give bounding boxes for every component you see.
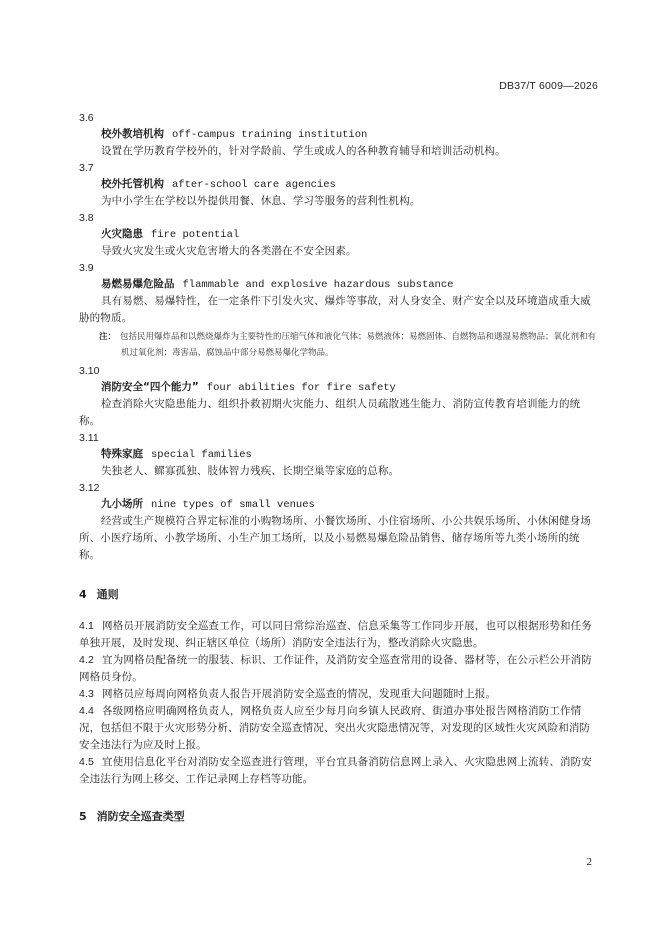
term-title-cn: 校外教培机构 xyxy=(101,128,164,140)
term-number: 3.12 xyxy=(79,482,100,494)
term-title xyxy=(79,276,599,293)
clause-text: 宜为网格员配备统一的服装、标识、工作证件，及消防安全巡查常用的设备、器材等，在公示栏公开消防网格员身份。 xyxy=(79,654,592,683)
clause-number: 4.4 xyxy=(79,705,95,717)
term-title-cn: 校外托管机构 xyxy=(101,178,164,190)
term-number: 3.6 xyxy=(79,112,94,124)
section-5-heading xyxy=(79,808,599,826)
section-number: 4 xyxy=(79,588,87,601)
clause-number: 4.1 xyxy=(79,620,95,632)
section-title: 消防安全巡查类型 xyxy=(96,810,185,823)
document-code: DB37/T 6009—2026 xyxy=(499,80,598,92)
term-3-6 xyxy=(79,110,599,160)
term-title-en: off-campus training institution xyxy=(172,129,368,141)
page-number: 2 xyxy=(586,856,592,868)
term-title xyxy=(79,126,599,143)
term-title-cn: 九小场所 xyxy=(101,498,143,510)
term-3-8 xyxy=(79,210,599,260)
term-3-7 xyxy=(79,160,599,210)
term-title xyxy=(79,176,599,193)
term-3-9 xyxy=(79,260,599,361)
clause-text: 各级网格应明确网格负责人，网格负责人应至少每月向乡镇人民政府、街道办事处报告网格消防工作情况，包括但不限于火灾形势分析、消防安全巡查情况、突出火灾隐患情况等，对发现的区域性火灾风险和消防安全违法行为应及时上报。 xyxy=(79,705,591,751)
term-number: 3.8 xyxy=(79,212,94,224)
term-title-cn: 消防安全“四个能力” xyxy=(101,381,199,393)
clause-number: 4.3 xyxy=(79,688,95,700)
term-title-en: nine types of small venues xyxy=(151,499,315,511)
clause-text: 宜使用信息化平台对消防安全巡查进行管理，平台宜具备消防信息网上录入、火灾隐患网上流转、消防安全违法行为网上移交、工作记录网上存档等功能。 xyxy=(79,756,592,785)
term-definition: 失独老人、鳏寡孤独、肢体智力残疾、长期空巢等家庭的总称。 xyxy=(101,465,400,477)
term-definition: 导致火灾发生或火灾危害增大的各类潜在不安全因素。 xyxy=(101,245,357,257)
clause-4-5 xyxy=(79,754,599,788)
term-number: 3.10 xyxy=(79,365,100,377)
term-title-cn: 火灾隐患 xyxy=(101,228,143,240)
term-title-cn: 易燃易爆危险品 xyxy=(101,278,175,290)
term-number: 3.9 xyxy=(79,262,94,274)
clause-number: 4.2 xyxy=(79,654,95,666)
note-label: 注： xyxy=(99,332,117,342)
clause-text: 网格员开展消防安全巡查工作，可以同日常综治巡查、信息采集等工作同步开展，也可以根据形势和任务单独开展，及时发现、纠正辖区单位（场所）消防安全违法行为，整改消除火灾隐患。 xyxy=(79,620,592,649)
clause-4-1 xyxy=(79,618,599,652)
term-title-en: after-school care agencies xyxy=(172,179,336,191)
term-definition: 具有易燃、易爆特性，在一定条件下引发火灾、爆炸等事故，对人身安全、财产安全以及环境造成重大威胁的物质。 xyxy=(79,295,591,324)
term-title-en: special families xyxy=(151,449,252,461)
term-definition: 为中小学生在学校以外提供用餐、休息、学习等服务的营利性机构。 xyxy=(101,195,421,207)
clause-4-2 xyxy=(79,652,599,686)
term-number: 3.11 xyxy=(79,432,99,444)
section-4-heading xyxy=(79,586,599,604)
term-note xyxy=(99,329,599,361)
term-definition: 经营或生产规模符合界定标准的小购物场所、小餐饮场所、小住宿场所、小公共娱乐场所、小休闲健身场所、小医疗场所、小教学场所、小生产加工场所，以及小易燃易爆危险品销售、储存场所等九类小场所的统称。 xyxy=(79,515,591,561)
clause-4-4 xyxy=(79,703,599,754)
term-title-en: four abilities for fire safety xyxy=(206,382,396,394)
section-number: 5 xyxy=(79,810,87,823)
clause-4-3 xyxy=(79,686,599,703)
term-number: 3.7 xyxy=(79,162,94,174)
term-title xyxy=(79,226,599,243)
document-content xyxy=(79,110,599,826)
clause-number: 4.5 xyxy=(79,756,95,768)
term-3-10 xyxy=(79,363,599,430)
term-title xyxy=(79,446,599,463)
term-definition: 设置在学历教育学校外的，针对学龄前、学生或成人的各种教育辅导和培训活动机构。 xyxy=(101,145,506,157)
term-title xyxy=(79,379,599,396)
term-3-11 xyxy=(79,430,599,480)
clause-text: 网格员应每周向网格负责人报告开展消防安全巡查的情况，发现重大问题随时上报。 xyxy=(102,688,497,700)
term-title-cn: 特殊家庭 xyxy=(101,448,143,460)
note-text: 包括民用爆炸品和以燃烧爆炸为主要特性的压缩气体和液化气体；易燃液体；易燃固体、自燃物品和遇湿易燃物品；氧化剂和有机过氧化剂；毒害品、腐蚀品中部分易燃易爆化学物品。 xyxy=(120,332,597,358)
term-title-en: flammable and explosive hazardous substance xyxy=(182,279,454,291)
section-title: 通则 xyxy=(96,588,119,601)
term-title-en: fire potential xyxy=(151,229,240,241)
term-definition: 检查消除火灾隐患能力、组织扑救初期火灾能力、组织人员疏散逃生能力、消防宣传教育培训能力的统称。 xyxy=(79,398,581,427)
term-3-12 xyxy=(79,480,599,564)
term-title xyxy=(79,496,599,513)
